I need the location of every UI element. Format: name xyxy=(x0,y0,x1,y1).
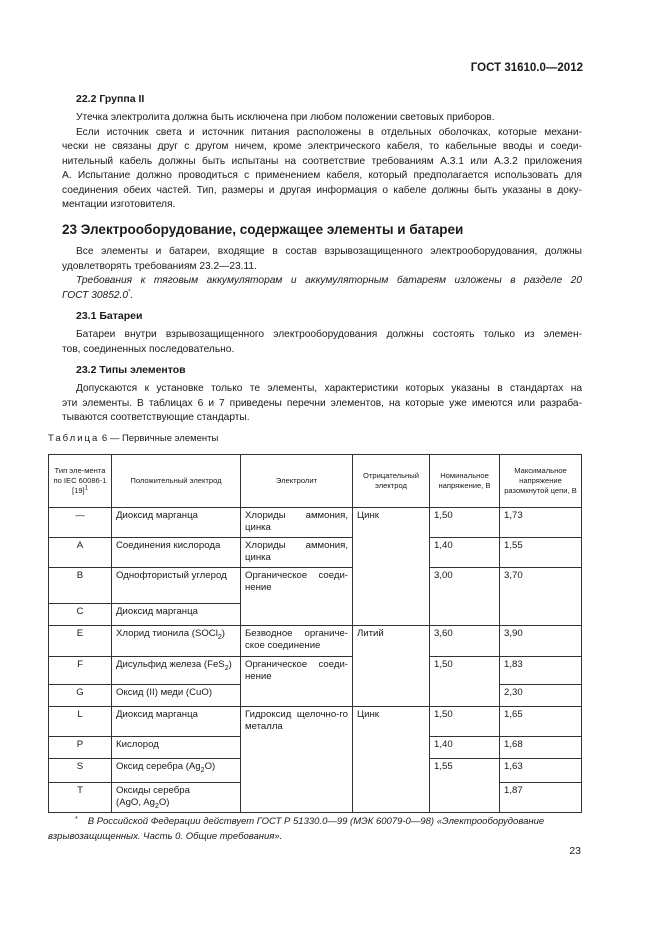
text-line: чески не связаны друг с другом ничем, кроме электрического кабеля, то кабельные вводы и соеди- xyxy=(62,141,582,152)
cell-nominal: 1,40 xyxy=(430,538,500,568)
cell-max: 1,73 xyxy=(500,508,582,538)
table-header-row xyxy=(49,455,582,508)
cell-max: 1,63 xyxy=(500,759,582,783)
text-line: Если источник света и источник питания расположены в отдельных оболочках, которые механи- xyxy=(76,126,582,138)
cell-negative: Литий xyxy=(353,626,430,707)
cell-positive: Оксиды серебра (AgO, $Ag_2O$) xyxy=(112,783,241,813)
table-row xyxy=(49,626,582,657)
primary-cells-table xyxy=(48,454,582,813)
header-negative: Отрицательный электрод xyxy=(353,455,430,508)
section-22-2-heading: 22.2 Группа II xyxy=(76,93,145,105)
cell-nominal: 1,40 xyxy=(430,737,500,759)
section-23-intro xyxy=(62,245,582,274)
section-23-heading: 23 Электрооборудование, содержащее элементы и батареи xyxy=(62,222,464,237)
table-caption: Таблица 6 — Первичные элементы xyxy=(48,433,219,444)
cell-type: E xyxy=(49,626,112,657)
cell-positive: Оксид серебра $(Ag_2O)$ xyxy=(112,759,241,783)
table-row xyxy=(49,657,582,685)
page-number: 23 xyxy=(569,845,581,857)
header-nominal: Номинальное напряжение, В xyxy=(430,455,500,508)
cell-max: 2,30 xyxy=(500,685,582,707)
cell-max: 1,83 xyxy=(500,657,582,685)
cell-type: G xyxy=(49,685,112,707)
section-23-1-heading: 23.1 Батареи xyxy=(76,310,143,322)
text-line: Допускаются к установке только те элементы, характеристики которых указаны в стандартах на xyxy=(76,383,582,394)
section-23-2-text xyxy=(62,382,582,426)
cell-electrolyte: Гидроксид щелочно-го металла xyxy=(241,707,353,813)
cell-positive: Кислород xyxy=(112,737,241,759)
footnote xyxy=(48,815,581,844)
cell-type: A xyxy=(49,538,112,568)
text-line: Все элементы и батареи, входящие в состав взрывозащищенного электрооборудования, должны xyxy=(76,246,582,257)
section-23-note xyxy=(62,274,582,303)
table-row xyxy=(49,568,582,604)
text-line: нительный кабель должны быть испытаны на соответствие требованиям А.3.1 или А.3.2 приложения xyxy=(62,155,582,167)
cell-electrolyte: Хлориды аммония, цинка xyxy=(241,538,353,568)
cell-nominal: 1,50 xyxy=(430,508,500,538)
cell-max: 1,68 xyxy=(500,737,582,759)
cell-positive: Диоксид марганца xyxy=(112,604,241,626)
cell-negative: Цинк xyxy=(353,707,430,813)
cell-positive: Дисульфид железа (FeS$_2$) xyxy=(112,657,241,685)
text-line: соединения обеих частей. Тип, размеры и другая информация о кабеле должны быть указаны в доку- xyxy=(62,184,582,196)
cell-type: F xyxy=(49,657,112,685)
cell-negative: Цинк xyxy=(353,508,430,626)
cell-positive: Соединения кислорода xyxy=(112,538,241,568)
cell-positive: Диоксид марганца xyxy=(112,508,241,538)
header-max: Максимальное напряжение разомкнутой цепи, В xyxy=(500,455,582,508)
cell-nominal: 3,60 xyxy=(430,626,500,657)
cell-max: 1,55 xyxy=(500,538,582,568)
document-header: ГОСТ 31610.0—2012 xyxy=(470,62,583,74)
table-row xyxy=(49,508,582,538)
cell-max: 1,87 xyxy=(500,783,582,813)
cell-max: 3,90 xyxy=(500,626,582,657)
text-line: тов, соединенных последовательно. xyxy=(62,343,235,355)
note-mark: * xyxy=(128,289,131,296)
text-line: А. Испытание должно проводиться с применением кабеля, который предполагается использовать для xyxy=(62,170,582,181)
cell-positive: Однофтористый углерод xyxy=(112,568,241,604)
cell-nominal: 1,50 xyxy=(430,657,500,707)
cell-electrolyte: Хлориды аммония, цинка xyxy=(241,508,353,538)
cell-nominal: 3,00 xyxy=(430,568,500,626)
text-line: Утечка электролита должна быть исключена при любом положении световых приборов. xyxy=(76,112,495,123)
footnote-mark: * xyxy=(75,816,78,823)
text-line: ментации изготовителя. xyxy=(62,199,176,210)
cell-max: 1,65 xyxy=(500,707,582,737)
text-line: Требования к тяговым аккумуляторам и аккумуляторным батареям изложены в разделе 20 xyxy=(76,275,582,286)
table-row xyxy=(49,538,582,568)
cell-nominal: 1,50 xyxy=(430,707,500,737)
cell-positive: Хлорид тионила (SOCl$_2$) xyxy=(112,626,241,657)
cell-type: P xyxy=(49,737,112,759)
cell-type: B xyxy=(49,568,112,604)
footnote-rule xyxy=(48,812,76,813)
section-23-2-heading: 23.2 Типы элементов xyxy=(76,364,186,376)
section-23-1-text xyxy=(62,328,582,357)
cell-type: L xyxy=(49,707,112,737)
text-line: эти элементы. В таблицах 6 и 7 приведены перечни элементов, на которые уже имеются или разраба- xyxy=(62,397,582,409)
cell-type: S xyxy=(49,759,112,783)
cell-max: 3,70 xyxy=(500,568,582,626)
cell-electrolyte: Органическое соеди-нение xyxy=(241,568,353,626)
header-positive: Положительный электрод xyxy=(112,455,241,508)
cell-type: T xyxy=(49,783,112,813)
cell-type: C xyxy=(49,604,112,626)
cell-electrolyte: Органическое соеди-нение xyxy=(241,657,353,707)
table-row xyxy=(49,707,582,737)
text-line: Батареи внутри взрывозащищенного электрооборудования должны состоять только из элемен- xyxy=(76,329,582,340)
header-electrolyte: Электролит xyxy=(241,455,353,508)
cell-positive: Диоксид марганца xyxy=(112,707,241,737)
text-line: удовлетворять требованиям 23.2—23.11. xyxy=(62,260,257,272)
text-line: ГОСТ 30852.0*. xyxy=(62,289,134,301)
footnote-line: В Российской Федерации действует ГОСТ Р 51330.0—99 (МЭК 60079-0—98) «Электрооборудование xyxy=(87,816,545,827)
cell-positive: Оксид (II) меди (CuO) xyxy=(112,685,241,707)
footnote-line: взрывозащищенных. Часть 0. Общие требования». xyxy=(48,831,283,842)
cell-type: — xyxy=(49,508,112,538)
text-line: тываются соответствующие стандарты. xyxy=(62,412,250,423)
header-type: Тип эле-мента по IEC 60086-1 $[19]^1$ xyxy=(49,455,112,508)
section-22-2-text xyxy=(62,111,582,213)
cell-electrolyte: Безводное органиче-ское соединение xyxy=(241,626,353,657)
cell-nominal: 1,55 xyxy=(430,759,500,813)
